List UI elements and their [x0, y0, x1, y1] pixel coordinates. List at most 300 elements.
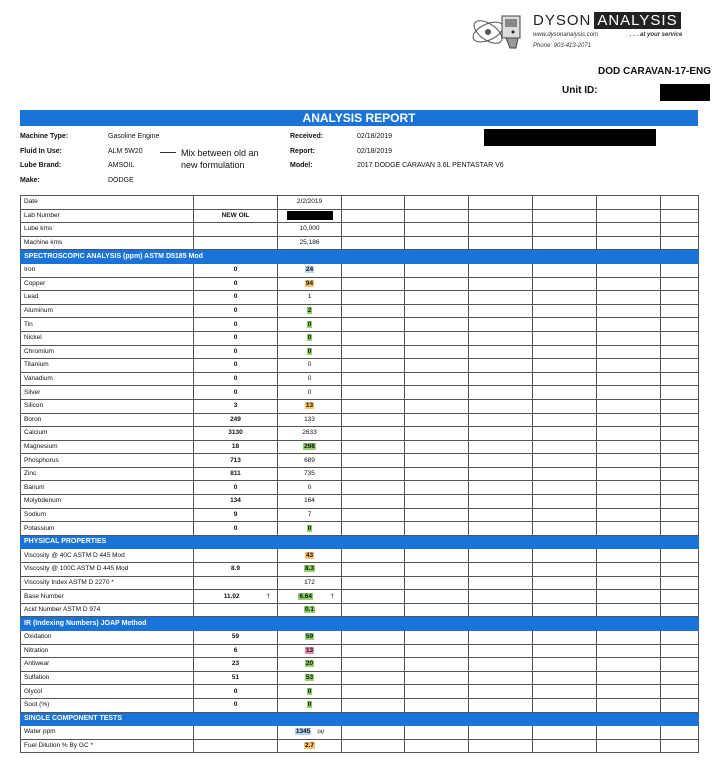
row-label: Zinc [21, 467, 194, 481]
handwritten-note [181, 147, 259, 171]
empty-cell [661, 644, 699, 658]
empty-cell [597, 427, 661, 441]
empty-cell [342, 563, 405, 577]
empty-cell [661, 291, 699, 305]
table-row [21, 413, 699, 427]
empty-cell [342, 481, 405, 495]
row-label: Boron [21, 413, 194, 427]
empty-cell [597, 454, 661, 468]
empty-cell [469, 359, 533, 373]
lube-brand-value: AMSOIL [108, 162, 135, 169]
row-label: Fuel Dilution % By GC * [21, 739, 194, 753]
empty-cell [405, 413, 469, 427]
empty-cell [342, 576, 405, 590]
empty-cell [342, 331, 405, 345]
sample-value-cell [278, 318, 342, 332]
brand-word-dyson: DYSON [533, 12, 592, 29]
empty-cell [597, 563, 661, 577]
row-label: Lab Number [21, 209, 194, 223]
table-row [21, 331, 699, 345]
empty-cell [661, 726, 699, 740]
table-row [21, 563, 699, 577]
table-row [21, 318, 699, 332]
row-label: Date [21, 196, 194, 210]
sample-value-cell: 164 [278, 495, 342, 509]
results-table [20, 195, 699, 753]
row-label: Sodium [21, 508, 194, 522]
empty-cell [405, 345, 469, 359]
empty-cell [342, 467, 405, 481]
reference-cell: 811 [194, 467, 278, 481]
flagged-value: 0 [307, 524, 312, 532]
row-label: Aluminum [21, 304, 194, 318]
sample-value-cell [278, 590, 342, 604]
empty-cell [597, 467, 661, 481]
reference-cell: 0 [194, 345, 278, 359]
empty-cell [469, 726, 533, 740]
empty-cell [405, 726, 469, 740]
sample-value-cell: 2/2/2019 [278, 196, 342, 210]
row-label: Iron [21, 263, 194, 277]
empty-cell [661, 563, 699, 577]
sample-value-cell [278, 522, 342, 536]
empty-cell [469, 698, 533, 712]
empty-cell [533, 399, 597, 413]
table-row [21, 726, 699, 740]
empty-cell [405, 549, 469, 563]
empty-cell [661, 440, 699, 454]
empty-cell [469, 739, 533, 753]
empty-cell [661, 386, 699, 400]
row-label: Nitration [21, 644, 194, 658]
empty-cell [405, 277, 469, 291]
row-label: Viscosity Index ASTM D 2270 * [21, 576, 194, 590]
table-row [21, 508, 699, 522]
empty-cell [469, 631, 533, 645]
empty-cell [469, 318, 533, 332]
empty-cell [597, 223, 661, 237]
empty-cell [469, 685, 533, 699]
row-label: Machine kms [21, 236, 194, 250]
empty-cell [661, 603, 699, 617]
empty-cell [342, 603, 405, 617]
flagged-value: 298 [304, 442, 315, 450]
empty-cell [597, 331, 661, 345]
sample-value-cell: 1 [278, 291, 342, 305]
sample-value-cell [278, 698, 342, 712]
empty-cell [533, 671, 597, 685]
empty-cell [342, 413, 405, 427]
empty-cell [469, 277, 533, 291]
received-value: 02/18/2019 [357, 133, 393, 140]
reference-cell: 0 [194, 372, 278, 386]
empty-cell [661, 698, 699, 712]
sample-value-cell [278, 549, 342, 563]
reference-cell: 11.02 † [194, 590, 278, 604]
reference-cell [194, 223, 278, 237]
empty-cell [661, 209, 699, 223]
empty-cell [597, 508, 661, 522]
reference-cell: 0 [194, 522, 278, 536]
row-label: Glycol [21, 685, 194, 699]
model-value: 2017 DODGE CARAVAN 3.6L PENTASTAR V6 [357, 162, 504, 169]
sample-value-cell: 735 [278, 467, 342, 481]
empty-cell [661, 522, 699, 536]
flagged-value: 0 [307, 687, 312, 695]
sample-value-cell: 0 [278, 386, 342, 400]
flagged-value: 13 [305, 402, 314, 410]
row-label: Base Number [21, 590, 194, 604]
sample-value-cell: 0 [278, 359, 342, 373]
reference-cell: 6 [194, 644, 278, 658]
empty-cell [405, 440, 469, 454]
empty-cell [469, 209, 533, 223]
table-row [21, 522, 699, 536]
empty-cell [405, 739, 469, 753]
empty-cell [533, 331, 597, 345]
sample-value-cell [278, 739, 342, 753]
empty-cell [533, 413, 597, 427]
sample-value-cell [278, 631, 342, 645]
table-row [21, 427, 699, 441]
empty-cell [661, 658, 699, 672]
empty-cell [405, 454, 469, 468]
empty-cell [533, 467, 597, 481]
flagged-value: 0 [307, 334, 312, 342]
empty-cell [533, 440, 597, 454]
empty-cell [597, 318, 661, 332]
empty-cell [597, 345, 661, 359]
empty-cell [533, 236, 597, 250]
section-header [21, 250, 699, 264]
empty-cell [597, 236, 661, 250]
sample-value-cell: 10,000 [278, 223, 342, 237]
sample-value-cell [278, 726, 342, 740]
note-line-1: Mix between old an [181, 148, 259, 158]
empty-cell [533, 345, 597, 359]
flagged-value: 13 [305, 646, 314, 654]
reference-cell: 0 [194, 685, 278, 699]
empty-cell [342, 454, 405, 468]
empty-cell [597, 304, 661, 318]
empty-cell [597, 263, 661, 277]
brand-word-analysis: ANALYSIS [594, 12, 680, 29]
flagged-value: 2 [307, 307, 312, 315]
reference-cell: 0 [194, 291, 278, 305]
reference-cell [194, 196, 278, 210]
empty-cell [597, 399, 661, 413]
empty-cell [661, 454, 699, 468]
empty-cell [533, 427, 597, 441]
section-title: IR (Indexing Numbers) JOAP Method [21, 617, 699, 631]
empty-cell [469, 331, 533, 345]
empty-cell [661, 671, 699, 685]
flagged-value: 20 [305, 660, 314, 668]
empty-cell [405, 399, 469, 413]
row-label: Viscosity @ 40C ASTM D 445 Mod [21, 549, 194, 563]
footnote-flag: (a) [317, 729, 325, 736]
empty-cell [661, 372, 699, 386]
empty-cell [405, 467, 469, 481]
empty-cell [342, 304, 405, 318]
reference-cell: 51 [194, 671, 278, 685]
empty-cell [597, 698, 661, 712]
reference-cell: 0 [194, 331, 278, 345]
empty-cell [469, 372, 533, 386]
empty-cell [469, 590, 533, 604]
empty-cell [597, 549, 661, 563]
annotation-pointer [160, 152, 176, 153]
empty-cell [597, 386, 661, 400]
empty-cell [661, 359, 699, 373]
reference-cell: 134 [194, 495, 278, 509]
table-row [21, 671, 699, 685]
empty-cell [533, 291, 597, 305]
website-link[interactable]: www.dysonanalysis.com [533, 32, 599, 38]
empty-cell [469, 549, 533, 563]
table-row [21, 495, 699, 509]
table-row [21, 549, 699, 563]
empty-cell [533, 196, 597, 210]
sample-value-cell: 133 [278, 413, 342, 427]
section-title: SINGLE COMPONENT TESTS [21, 712, 699, 726]
section-header [21, 712, 699, 726]
empty-cell [597, 440, 661, 454]
empty-cell [342, 726, 405, 740]
empty-cell [661, 576, 699, 590]
lab-number-redaction [287, 211, 333, 220]
empty-cell [405, 644, 469, 658]
sample-value-cell [278, 331, 342, 345]
row-label: Vanadium [21, 372, 194, 386]
empty-cell [342, 427, 405, 441]
table-row [21, 603, 699, 617]
table-row [21, 440, 699, 454]
empty-cell [597, 495, 661, 509]
empty-cell [342, 631, 405, 645]
empty-cell [469, 576, 533, 590]
sample-value-cell [278, 563, 342, 577]
sample-value-cell [278, 263, 342, 277]
empty-cell [533, 644, 597, 658]
empty-cell [469, 399, 533, 413]
empty-cell [405, 495, 469, 509]
empty-cell [661, 427, 699, 441]
row-label: Lube kms [21, 223, 194, 237]
table-row [21, 359, 699, 373]
empty-cell [469, 658, 533, 672]
empty-cell [405, 590, 469, 604]
report-date-value: 02/18/2019 [357, 148, 393, 155]
flagged-value: 0 [307, 320, 312, 328]
sample-value-cell: 689 [278, 454, 342, 468]
empty-cell [661, 508, 699, 522]
flagged-value: 0 [307, 347, 312, 355]
flagged-value: 53 [305, 674, 314, 682]
empty-cell [661, 467, 699, 481]
empty-cell [342, 386, 405, 400]
empty-cell [342, 209, 405, 223]
reference-cell [194, 603, 278, 617]
empty-cell [533, 590, 597, 604]
empty-cell [597, 277, 661, 291]
empty-cell [469, 236, 533, 250]
row-label: Lead [21, 291, 194, 305]
row-label: Calcium [21, 427, 194, 441]
empty-cell [597, 359, 661, 373]
empty-cell [405, 522, 469, 536]
empty-cell [597, 631, 661, 645]
empty-cell [661, 413, 699, 427]
row-label: Copper [21, 277, 194, 291]
section-header [21, 535, 699, 549]
empty-cell [342, 495, 405, 509]
empty-cell [533, 576, 597, 590]
row-label: Acid Number ASTM D 974 [21, 603, 194, 617]
row-label: Soot (%) [21, 698, 194, 712]
machine-type-value: Gasoline Engine [108, 133, 160, 140]
empty-cell [405, 223, 469, 237]
empty-cell [533, 658, 597, 672]
reference-cell: 713 [194, 454, 278, 468]
sample-value-cell [278, 685, 342, 699]
empty-cell [533, 698, 597, 712]
empty-cell [469, 644, 533, 658]
empty-cell [597, 658, 661, 672]
empty-cell [533, 726, 597, 740]
empty-cell [533, 372, 597, 386]
reference-cell: 0 [194, 359, 278, 373]
empty-cell [533, 631, 597, 645]
slogan: . . . at your service [630, 32, 683, 38]
table-row [21, 576, 699, 590]
row-label: Titanium [21, 359, 194, 373]
row-label: Viscosity @ 100C ASTM D 445 Mod [21, 563, 194, 577]
empty-cell [342, 345, 405, 359]
table-row [21, 454, 699, 468]
empty-cell [469, 522, 533, 536]
empty-cell [405, 386, 469, 400]
report-title-banner: ANALYSIS REPORT [20, 110, 698, 126]
empty-cell [469, 508, 533, 522]
sample-value-cell: 2633 [278, 427, 342, 441]
empty-cell [597, 726, 661, 740]
dagger-mark: † [330, 592, 334, 600]
flagged-value: 94 [305, 279, 314, 287]
empty-cell [469, 440, 533, 454]
table-row [21, 590, 699, 604]
section-title: SPECTROSCOPIC ANALYSIS (ppm) ASTM D5185 Mod [21, 250, 699, 264]
make-label: Make: [20, 177, 40, 184]
sample-value-cell: 7 [278, 508, 342, 522]
empty-cell [597, 671, 661, 685]
reference-cell: NEW OIL [194, 209, 278, 223]
row-label: Silicon [21, 399, 194, 413]
empty-cell [469, 413, 533, 427]
table-row [21, 399, 699, 413]
empty-cell [405, 331, 469, 345]
empty-cell [661, 495, 699, 509]
flagged-value: 24 [305, 266, 314, 274]
empty-cell [342, 440, 405, 454]
flagged-value: 59 [305, 633, 314, 641]
lab-flask-icon [466, 10, 526, 54]
empty-cell [405, 304, 469, 318]
empty-cell [533, 277, 597, 291]
sample-value-cell [278, 209, 342, 223]
sample-value-cell [278, 658, 342, 672]
empty-cell [597, 685, 661, 699]
reference-cell: 0 [194, 318, 278, 332]
sample-value-cell: 0 [278, 372, 342, 386]
section-title: PHYSICAL PROPERTIES [21, 535, 699, 549]
empty-cell [342, 658, 405, 672]
empty-cell [342, 522, 405, 536]
model-label: Model: [290, 162, 313, 169]
empty-cell [661, 236, 699, 250]
empty-cell [342, 549, 405, 563]
empty-cell [661, 590, 699, 604]
empty-cell [405, 481, 469, 495]
empty-cell [533, 386, 597, 400]
row-label: Magnesium [21, 440, 194, 454]
empty-cell [405, 698, 469, 712]
reference-cell: 0 [194, 277, 278, 291]
empty-cell [405, 508, 469, 522]
empty-cell [533, 549, 597, 563]
sample-value-cell [278, 345, 342, 359]
reference-cell [194, 549, 278, 563]
empty-cell [469, 563, 533, 577]
dagger-mark: † [266, 592, 270, 600]
empty-cell [533, 563, 597, 577]
empty-cell [342, 291, 405, 305]
empty-cell [533, 685, 597, 699]
reference-cell: 9 [194, 508, 278, 522]
empty-cell [342, 236, 405, 250]
sample-value-cell [278, 399, 342, 413]
empty-cell [342, 399, 405, 413]
table-row [21, 644, 699, 658]
empty-cell [597, 196, 661, 210]
flagged-value: 6.64 [299, 592, 313, 600]
empty-cell [469, 291, 533, 305]
empty-cell [469, 671, 533, 685]
table-row [21, 263, 699, 277]
table-row [21, 631, 699, 645]
empty-cell [661, 277, 699, 291]
empty-cell [533, 263, 597, 277]
empty-cell [533, 481, 597, 495]
reference-cell: 3 [194, 399, 278, 413]
row-label: Antiwear [21, 658, 194, 672]
empty-cell [342, 263, 405, 277]
sample-value-cell: 172 [278, 576, 342, 590]
empty-cell [533, 209, 597, 223]
reference-cell: 18 [194, 440, 278, 454]
empty-cell [405, 236, 469, 250]
unit-id-redaction [660, 84, 710, 101]
empty-cell [661, 304, 699, 318]
empty-cell [469, 481, 533, 495]
empty-cell [661, 263, 699, 277]
reference-cell: 8.9 [194, 563, 278, 577]
empty-cell [661, 331, 699, 345]
empty-cell [342, 359, 405, 373]
sample-value-cell: 0 [278, 481, 342, 495]
empty-cell [597, 522, 661, 536]
section-header [21, 617, 699, 631]
